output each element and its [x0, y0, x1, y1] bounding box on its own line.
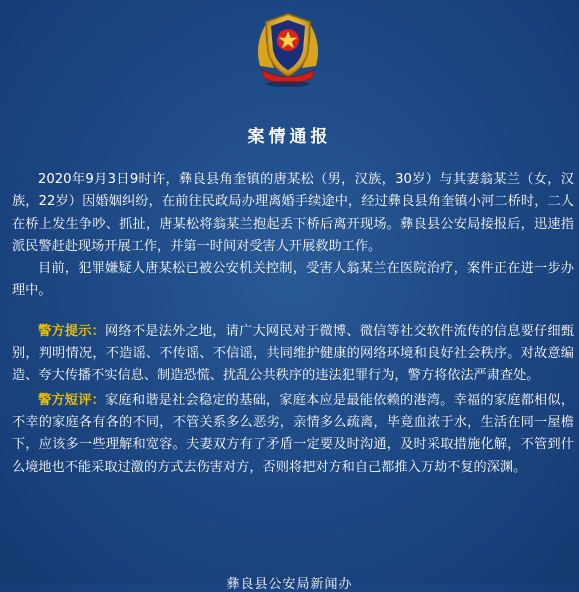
police-tip-text: 网络不是法外之地，请广大网民对于微博、微信等社交软件流传的信息要仔细甄别，判明情况，不造谣、不传谣、不信谣，共同维护健康的网络环境和良好社会秩序。对故意编造、夸大传播不实信息、制造恐慌、扰乱公共秩序的违法犯罪行为，警方将依法严肃查处。 — [12, 323, 575, 384]
notice-body — [12, 169, 574, 479]
police-comment-label: 警方短评： — [38, 392, 106, 408]
police-emblem-icon — [248, 8, 328, 88]
page-title: 案情通报 — [247, 127, 332, 147]
police-comment-text: 家庭和谐是社会稳定的基础，家庭本应是最能依赖的港湾。幸福的家庭都相似，不幸的家庭各有各的不同，不管关系多么恶劣，亲情多么疏离，毕竟血浓于水，生活在同一屋檐下，应该多一些理解和宽容。夫妻双方有了矛盾一定要及时沟通，及时采取措施化解，不管到什么境地也不能采取过激的方式去伤害对方，否则将把对方和自己都推入万劫不复的深渊。 — [12, 392, 575, 475]
police-tip — [12, 321, 574, 388]
paragraph-status: 目前，犯罪嫌疑人唐某松已被公安机关控制，受害人翁某兰在医院治疗，案件正在进一步办理中。 — [12, 261, 574, 299]
police-tip-label: 警方提示： — [38, 323, 106, 339]
paragraph-incident: 2020年9月3日9时许，彝良县角奎镇的唐某松（男，汉族，30岁）与其妻翁某兰（女，汉族，22岁）因婚姻纠纷，在前往民政局办理离婚手续途中，经过彝良县角奎镇小河二桥时，二人在桥上发生争吵、抓扯，唐某松将翁某兰抱起丢下桥后离开现场。彝良县公安局接报后，迅速指派民警赶赴现场开展工作，并第一时间对受害人开展救助工作。 — [12, 172, 574, 254]
footer-source: 彝良县公安局新闻办 — [226, 577, 353, 592]
police-comment — [12, 390, 574, 479]
